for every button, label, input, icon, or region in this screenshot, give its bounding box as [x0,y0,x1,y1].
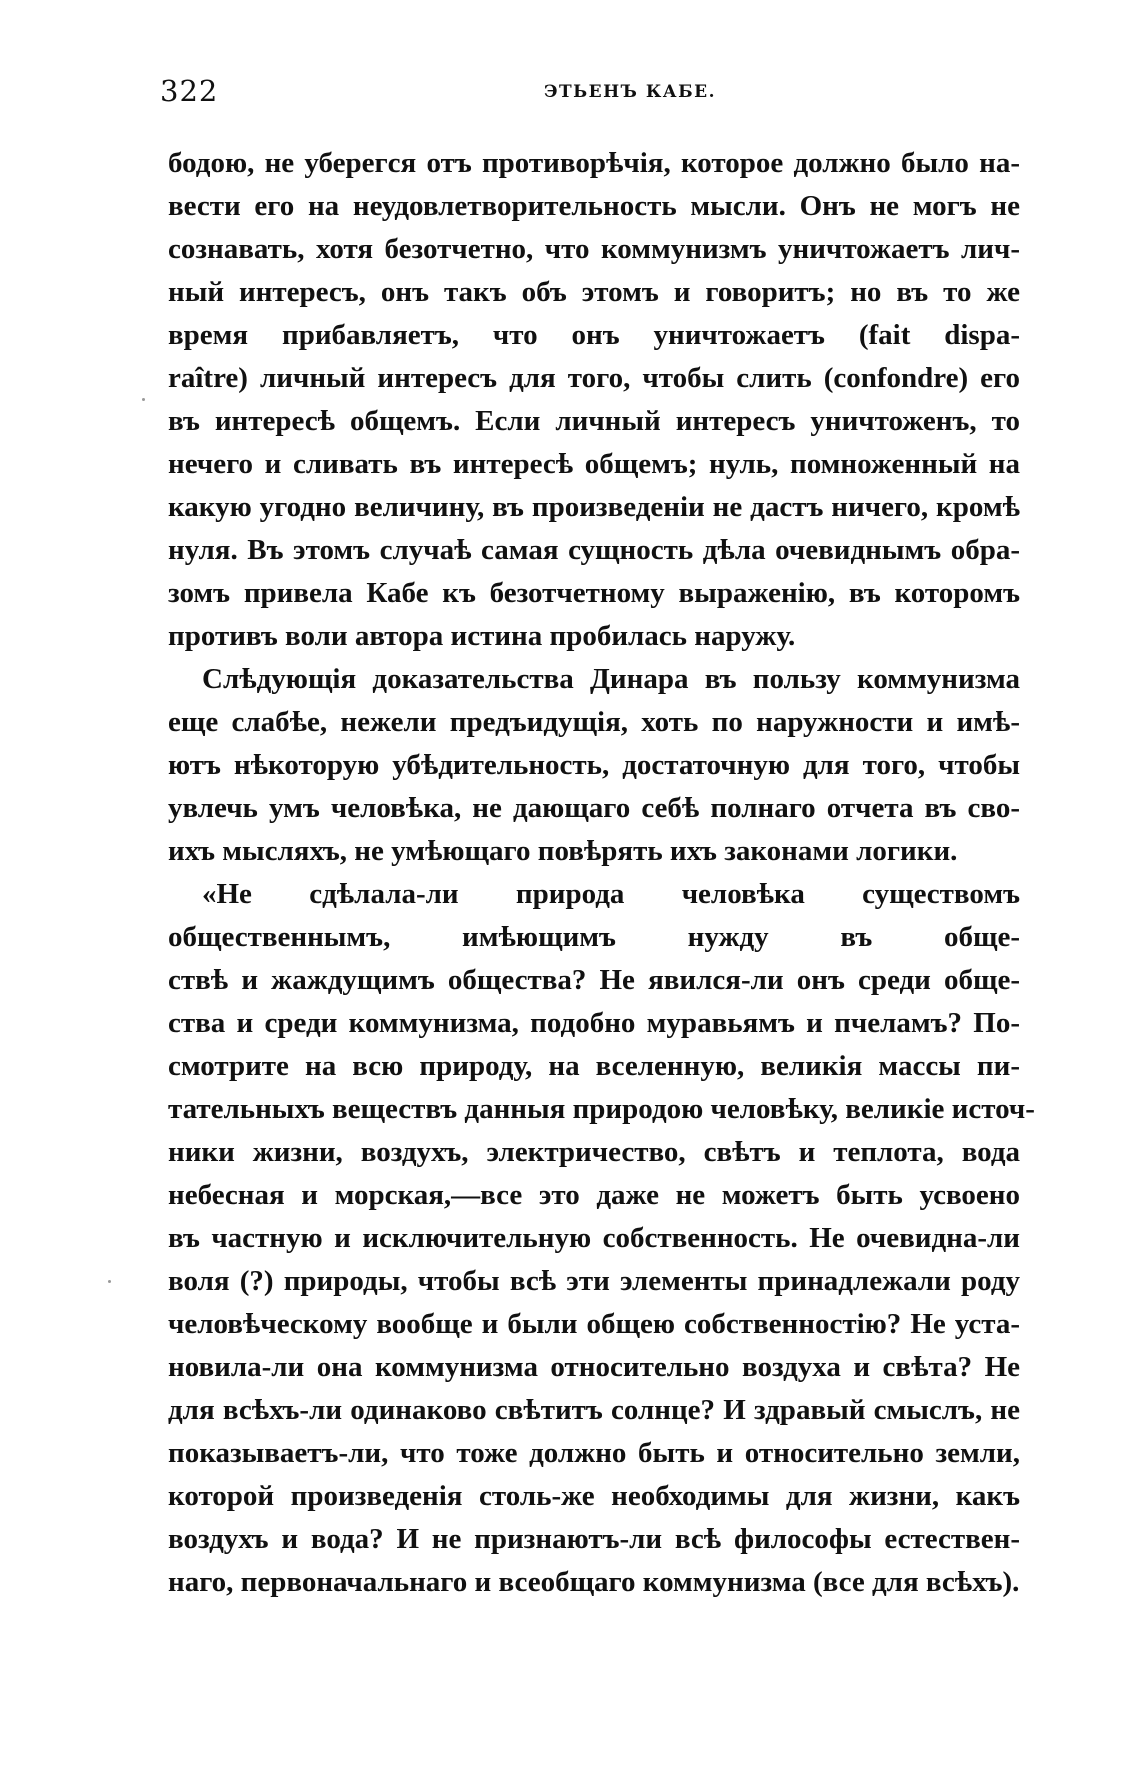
text-line: новила-ли она коммунизма относительно воздуха и свѣта? Не [168,1351,1020,1383]
text-line: небесная и морская,—все это даже не можетъ быть усвоено [168,1179,1020,1211]
running-title: ЭТЬЕНЪ КАБЕ. [543,82,717,102]
text-line: ихъ мысляхъ, не умѣющаго повѣрять ихъ законами логики. [168,835,958,867]
text-line: воздухъ и вода? И не признаютъ-ли всѣ философы естествен- [168,1523,1020,1555]
text-line: для всѣхъ-ли одинаково свѣтитъ солнце? И здравый смыслъ, не [168,1394,1020,1426]
text-line: общественнымъ, имѣющимъ нужду въ обще- [168,921,1020,953]
text-line: увлечь умъ человѣка, не дающаго себѣ полнаго отчета въ сво- [168,792,1020,824]
text-line: нуля. Въ этомъ случаѣ самая сущность дѣла очевиднымъ обра- [168,534,1020,566]
text-line: какую угодно величину, въ произведеніи не дастъ ничего, кромѣ [168,491,1020,523]
body-text [168,142,1035,1604]
text-line: наго, первоначальнаго и всеобщаго коммунизма (все для всѣхъ). [168,1566,1020,1598]
text-line: ютъ нѣкоторую убѣдительность, достаточную для того, чтобы [168,749,1020,781]
paragraph-3-quote [168,873,1035,1604]
text-line: время прибавляетъ, что онъ уничтожаетъ (fait dispa- [168,319,1020,351]
paragraph-1 [168,142,1020,658]
text-line: нечего и сливать въ интересѣ общемъ; нуль, помноженный на [168,448,1020,480]
text-line: тательныхъ веществъ данныя природою человѣку, великіе источ- [168,1093,1035,1125]
text-line: противъ воли автора истина пробилась наружу. [168,620,796,652]
page-header [160,74,1030,114]
page-number: 322 [160,74,219,108]
text-line: въ частную и исключительную собственность. Не очевидна-ли [168,1222,1020,1254]
text-line: Слѣдующія доказательства Динара въ пользу коммунизма [202,663,1020,695]
scan-speck [142,398,145,401]
text-line: смотрите на всю природу, на вселенную, великія массы пи- [168,1050,1020,1082]
text-line: вести его на неудовлетворительность мысли. Онъ не могъ не [168,190,1020,222]
text-line: «Не сдѣлала-ли природа человѣка существомъ [202,878,1020,910]
text-line: бодою, не уберегся отъ противорѣчія, которое должно было на- [168,147,1020,179]
paragraph-2 [168,658,1020,873]
text-line: raître) личный интересъ для того, чтобы слить (confondre) его [168,362,1020,394]
text-line: зомъ привела Кабе къ безотчетному выраженію, въ которомъ [168,577,1020,609]
text-line: человѣческому вообще и были общею собственностію? Не уста- [168,1308,1020,1340]
scan-speck [108,1280,111,1283]
text-line: ный интересъ, онъ такъ объ этомъ и говоритъ; но въ то же [168,276,1020,308]
text-line: въ интересѣ общемъ. Если личный интересъ уничтоженъ, то [168,405,1020,437]
text-line: ствѣ и жаждущимъ общества? Не явился-ли онъ среди обще- [168,964,1020,996]
text-line: воля (?) природы, чтобы всѣ эти элементы принадлежали роду [168,1265,1020,1297]
text-line: ства и среди коммунизма, подобно муравьямъ и пчеламъ? По- [168,1007,1020,1039]
text-line: ники жизни, воздухъ, электричество, свѣтъ и теплота, вода [168,1136,1020,1168]
text-line: сознавать, хотя безотчетно, что коммунизмъ уничтожаетъ лич- [168,233,1020,265]
text-line: еще слабѣе, нежели предъидущія, хоть по наружности и имѣ- [168,706,1020,738]
text-line: которой произведенія столь-же необходимы для жизни, какъ [168,1480,1020,1512]
text-line: показываетъ-ли, что тоже должно быть и относительно земли, [168,1437,1020,1469]
